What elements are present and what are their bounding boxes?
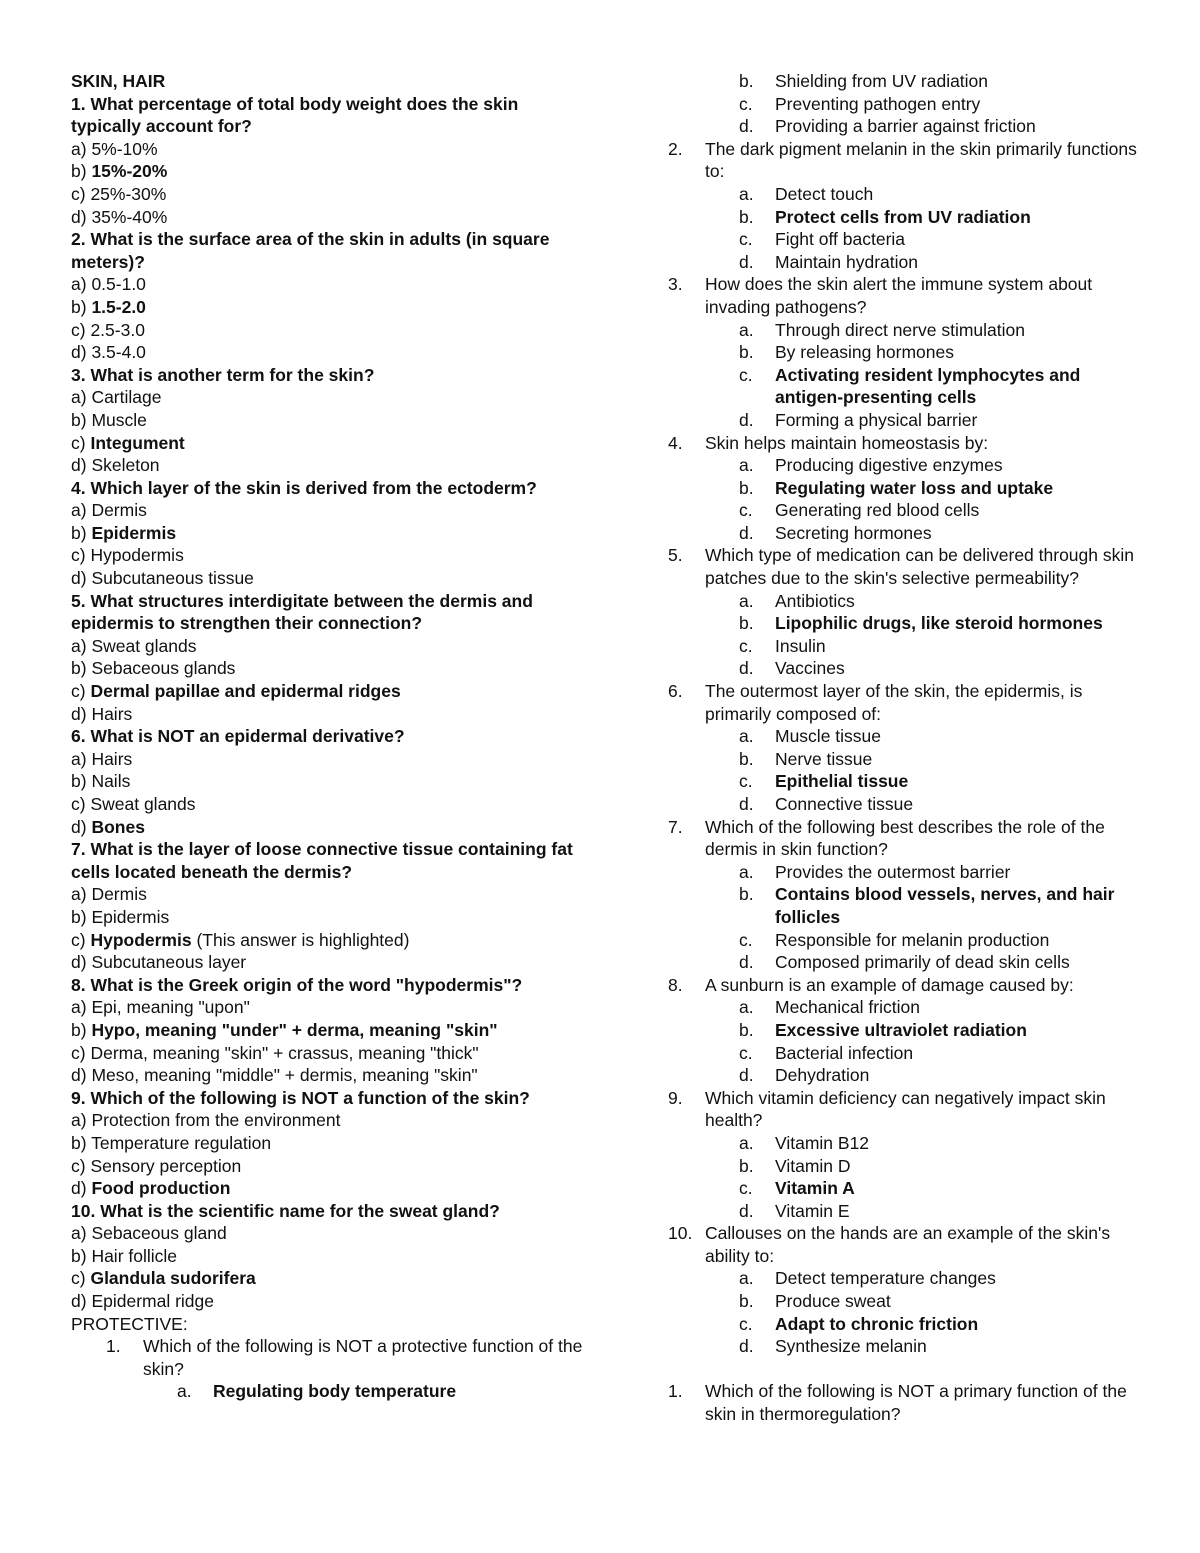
option-text: Muscle xyxy=(91,409,147,430)
option-row xyxy=(71,522,591,545)
option-row xyxy=(71,1132,591,1155)
option-row xyxy=(668,929,1138,952)
option-letter: a. xyxy=(177,1381,192,1402)
protective-option-a xyxy=(71,1380,591,1403)
correct-answer: Vitamin A xyxy=(775,1178,855,1199)
option-letter: c. xyxy=(739,500,753,521)
option-text: Epi, meaning "upon" xyxy=(91,997,250,1018)
correct-answer: Epithelial tissue xyxy=(775,771,909,792)
option-row xyxy=(71,138,591,161)
question-number: 2. xyxy=(668,138,683,159)
option-letter: d. xyxy=(739,658,754,679)
option-row xyxy=(71,273,591,296)
option-row xyxy=(668,612,1138,635)
option-letter: b. xyxy=(739,884,754,905)
option-text: Derma, meaning "skin" + crassus, meaning "thick" xyxy=(90,1042,479,1063)
correct-answer: Contains blood vessels, nerves, and hair follicles xyxy=(775,884,1115,927)
question-text: Callouses on the hands are an example of the skin's ability to: xyxy=(705,1223,1111,1266)
correct-answer: Integument xyxy=(90,432,185,453)
option-prefix: a) xyxy=(71,884,92,905)
correct-answer: 15%-20% xyxy=(91,161,168,182)
option-prefix: d) xyxy=(71,816,92,837)
option-row xyxy=(668,996,1138,1019)
option-prefix: c) xyxy=(71,1268,91,1289)
option-text: Protection from the environment xyxy=(91,1110,341,1131)
option-row xyxy=(668,454,1138,477)
option-row xyxy=(71,748,591,771)
option-row xyxy=(71,906,591,929)
option-row xyxy=(71,341,591,364)
option-prefix: b) xyxy=(71,1019,92,1040)
option-text: Synthesize melanin xyxy=(775,1336,927,1357)
option-prefix: a) xyxy=(71,500,92,521)
option-row xyxy=(71,183,591,206)
option-row xyxy=(71,1177,591,1200)
option-prefix: c) xyxy=(71,319,91,340)
option-prefix: a) xyxy=(71,274,92,295)
option-prefix: b) xyxy=(71,1132,92,1153)
protective-question-3 xyxy=(668,273,1138,318)
option-prefix: c) xyxy=(71,681,91,702)
question-number: 8. xyxy=(668,974,683,995)
question-number: 9. xyxy=(668,1087,683,1108)
option-text: Subcutaneous tissue xyxy=(91,568,254,589)
option-row xyxy=(71,996,591,1019)
option-prefix: c) xyxy=(71,183,91,204)
option-text: Insulin xyxy=(775,635,826,656)
option-letter: d. xyxy=(739,794,754,814)
option-text: Sebaceous gland xyxy=(91,1223,227,1244)
option-letter: c. xyxy=(739,1313,753,1334)
protective-question-7 xyxy=(668,816,1138,861)
protective-question-1 xyxy=(71,1335,591,1380)
option-text: 35%-40% xyxy=(91,206,168,227)
option-text: Composed primarily of dead skin cells xyxy=(775,952,1070,973)
option-row xyxy=(71,680,591,703)
option-text: Temperature regulation xyxy=(91,1132,272,1153)
option-row xyxy=(668,251,1138,274)
option-prefix: d) xyxy=(71,703,92,724)
option-row xyxy=(668,319,1138,342)
option-row xyxy=(668,206,1138,229)
option-row xyxy=(668,1064,1138,1087)
option-text: Preventing pathogen entry xyxy=(775,93,981,114)
option-prefix: b) xyxy=(71,522,92,543)
option-row xyxy=(71,1155,591,1178)
correct-answer: Glandula sudorifera xyxy=(90,1268,256,1289)
option-prefix: c) xyxy=(71,929,91,950)
option-text: Dermis xyxy=(91,500,147,521)
option-letter: a. xyxy=(739,455,754,476)
question-text: Which of the following best describes the role of the dermis in skin function? xyxy=(705,816,1105,860)
option-prefix: a) xyxy=(71,997,92,1018)
correct-answer: Hypo, meaning "under" + derma, meaning "skin" xyxy=(91,1019,498,1040)
option-row xyxy=(668,1042,1138,1065)
option-row xyxy=(71,1245,591,1268)
question-number: 7. xyxy=(668,816,683,837)
correct-answer: Excessive ultraviolet radiation xyxy=(775,1019,1027,1040)
option-row xyxy=(71,793,591,816)
question-number: 1. xyxy=(668,1381,683,1402)
protective-question-2 xyxy=(668,138,1138,183)
option-row xyxy=(668,883,1138,928)
option-text: Regulating body temperature xyxy=(213,1381,457,1402)
question-6: 6. What is NOT an epidermal derivative? xyxy=(71,726,405,747)
option-text: Meso, meaning "middle" + dermis, meaning "skin" xyxy=(91,1065,478,1086)
correct-answer: Epidermis xyxy=(91,522,177,543)
option-text: Subcutaneous layer xyxy=(91,952,247,973)
option-row xyxy=(668,1177,1138,1200)
option-row xyxy=(71,296,591,319)
protective-question-6 xyxy=(668,680,1138,725)
option-row xyxy=(71,883,591,906)
question-2: 2. What is the surface area of the skin in adults (in square meters)? xyxy=(71,229,550,272)
option-letter: a. xyxy=(739,590,754,611)
option-text: 0.5-1.0 xyxy=(91,274,146,295)
option-text: Producing digestive enzymes xyxy=(775,455,1003,476)
question-4: 4. Which layer of the skin is derived from the ectoderm? xyxy=(71,477,537,498)
option-prefix: b) xyxy=(71,161,92,182)
question-text: Which of the following is NOT a primary function of the skin in thermoregulation? xyxy=(705,1381,1127,1425)
option-prefix: d) xyxy=(71,952,92,973)
option-text: Connective tissue xyxy=(775,794,914,814)
option-row xyxy=(71,1064,591,1087)
option-text: Generating red blood cells xyxy=(775,500,980,521)
protective-question-8 xyxy=(668,974,1138,997)
option-letter: b. xyxy=(739,1019,754,1040)
option-text: Bacterial infection xyxy=(775,1042,914,1063)
option-letter: c. xyxy=(739,1178,753,1199)
option-prefix: d) xyxy=(71,568,92,589)
option-text: Antibiotics xyxy=(775,590,855,611)
option-letter: d. xyxy=(739,1065,754,1086)
option-row xyxy=(668,499,1138,522)
option-letter: c. xyxy=(739,771,753,792)
option-row xyxy=(668,1200,1138,1223)
option-prefix: b) xyxy=(71,658,92,679)
option-row xyxy=(71,160,591,183)
option-note: (This answer is highlighted) xyxy=(191,929,410,950)
option-text: Forming a physical barrier xyxy=(775,409,978,430)
option-row xyxy=(71,816,591,839)
option-text: Epidermal ridge xyxy=(91,1291,214,1312)
option-letter: c. xyxy=(739,635,753,656)
option-prefix: c) xyxy=(71,432,91,453)
option-text: Dehydration xyxy=(775,1065,870,1086)
option-row xyxy=(668,770,1138,793)
option-row xyxy=(71,1267,591,1290)
option-letter: a. xyxy=(739,726,754,747)
correct-answer: Lipophilic drugs, like steroid hormones xyxy=(775,613,1103,634)
option-letter: b. xyxy=(739,206,754,227)
protective-question-4 xyxy=(668,432,1138,455)
protective-question-10 xyxy=(668,1222,1138,1267)
option-prefix: a) xyxy=(71,387,92,408)
option-text: Nerve tissue xyxy=(775,748,873,769)
correct-answer: Dermal papillae and epidermal ridges xyxy=(90,681,401,702)
question-5: 5. What structures interdigitate between the dermis and epidermis to strengthen their connection? xyxy=(71,590,533,634)
option-text: Sebaceous glands xyxy=(91,658,236,679)
option-row xyxy=(71,1109,591,1132)
correct-answer: 1.5-2.0 xyxy=(91,296,146,317)
option-row xyxy=(668,1155,1138,1178)
question-text: Which of the following is NOT a protective function of the skin? xyxy=(143,1336,583,1379)
question-text: A sunburn is an example of damage caused by: xyxy=(705,974,1074,995)
option-row xyxy=(668,1019,1138,1042)
option-row xyxy=(71,499,591,522)
option-text: Muscle tissue xyxy=(775,726,882,747)
option-letter: d. xyxy=(739,116,754,137)
question-3: 3. What is another term for the skin? xyxy=(71,364,375,385)
correct-answer: Adapt to chronic friction xyxy=(775,1313,979,1334)
question-1: 1. What percentage of total body weight does the skin typically account for? xyxy=(71,93,519,137)
question-number: 4. xyxy=(668,432,683,453)
option-letter: d. xyxy=(739,1336,754,1357)
option-prefix: d) xyxy=(71,455,92,476)
option-row xyxy=(71,1019,591,1042)
correct-answer: Activating resident lymphocytes and antigen-presenting cells xyxy=(775,364,1081,408)
option-text: 2.5-3.0 xyxy=(90,319,145,340)
option-letter: a. xyxy=(739,1268,754,1289)
question-9: 9. Which of the following is NOT a function of the skin? xyxy=(71,1087,530,1108)
option-row xyxy=(71,386,591,409)
option-prefix: c) xyxy=(71,545,91,566)
question-text: How does the skin alert the immune system about invading pathogens? xyxy=(705,274,1093,317)
option-prefix: d) xyxy=(71,1291,92,1312)
option-row xyxy=(71,319,591,342)
option-text: Dermis xyxy=(91,884,147,905)
option-row xyxy=(71,929,591,952)
option-row xyxy=(668,1290,1138,1313)
question-7: 7. What is the layer of loose connective tissue containing fat cells located beneath the dermis? xyxy=(71,839,573,882)
option-row xyxy=(71,206,591,229)
option-text: Vaccines xyxy=(775,658,845,679)
option-prefix: d) xyxy=(71,1065,92,1086)
option-letter: b. xyxy=(739,748,754,769)
option-letter: b. xyxy=(739,1291,754,1312)
option-text: Hairs xyxy=(91,748,133,769)
option-row xyxy=(668,115,1138,138)
correct-answer: Hypodermis xyxy=(90,929,192,950)
question-8: 8. What is the Greek origin of the word "hypodermis"? xyxy=(71,974,523,995)
question-number: 10. xyxy=(668,1223,693,1244)
correct-answer: Regulating water loss and uptake xyxy=(775,477,1054,498)
question-text: The outermost layer of the skin, the epidermis, is primarily composed of: xyxy=(705,681,1083,724)
question-number: 1. xyxy=(106,1336,121,1357)
option-prefix: a) xyxy=(71,1110,92,1131)
option-row xyxy=(71,657,591,680)
option-row xyxy=(668,1313,1138,1336)
option-text: Provides the outermost barrier xyxy=(775,861,1011,882)
option-prefix: c) xyxy=(71,1042,91,1063)
option-row xyxy=(668,1267,1138,1290)
option-prefix: c) xyxy=(71,794,91,814)
option-letter: c. xyxy=(739,1042,753,1063)
option-row xyxy=(668,70,1138,93)
section-title: SKIN, HAIR xyxy=(71,71,166,91)
option-prefix: a) xyxy=(71,748,92,769)
option-text: Providing a barrier against friction xyxy=(775,116,1036,137)
option-row xyxy=(71,951,591,974)
option-letter: d. xyxy=(739,522,754,543)
correct-answer: Protect cells from UV radiation xyxy=(775,206,1031,227)
protective-question-9 xyxy=(668,1087,1138,1132)
option-row xyxy=(71,703,591,726)
option-text: Sweat glands xyxy=(90,794,196,814)
option-letter: a. xyxy=(739,861,754,882)
option-letter: b. xyxy=(739,1155,754,1176)
option-letter: b. xyxy=(739,342,754,363)
option-row xyxy=(71,1042,591,1065)
option-row xyxy=(668,1335,1138,1358)
option-text: Fight off bacteria xyxy=(775,229,906,250)
question-text: Which type of medication can be delivered through skin patches due to the skin's selective permeability? xyxy=(705,545,1134,589)
question-number: 6. xyxy=(668,681,683,702)
option-prefix: b) xyxy=(71,906,92,927)
option-row xyxy=(668,1132,1138,1155)
option-letter: c. xyxy=(739,229,753,250)
option-text: Vitamin B12 xyxy=(775,1132,870,1153)
right-questions xyxy=(668,138,1138,1358)
spacer xyxy=(668,1358,1138,1381)
option-letter: d. xyxy=(739,251,754,272)
option-prefix: c) xyxy=(71,1155,91,1176)
option-prefix: b) xyxy=(71,1245,92,1266)
option-text: Through direct nerve stimulation xyxy=(775,319,1025,340)
option-row xyxy=(668,364,1138,409)
correct-answer: Food production xyxy=(91,1178,231,1199)
option-text: Produce sweat xyxy=(775,1291,891,1312)
option-row xyxy=(71,544,591,567)
question-text: The dark pigment melanin in the skin primarily functions to: xyxy=(705,138,1137,182)
option-row xyxy=(668,725,1138,748)
option-row xyxy=(71,1222,591,1245)
option-text: Hypodermis xyxy=(90,545,184,566)
option-text: Vitamin D xyxy=(775,1155,851,1176)
option-row xyxy=(668,748,1138,771)
option-text: Nails xyxy=(91,771,131,792)
option-text: 5%-10% xyxy=(91,138,158,159)
option-letter: a. xyxy=(739,183,754,204)
option-letter: b. xyxy=(739,71,754,91)
option-letter: c. xyxy=(739,364,753,385)
option-prefix: b) xyxy=(71,771,92,792)
option-prefix: a) xyxy=(71,138,92,159)
option-text: Responsible for melanin production xyxy=(775,929,1050,950)
left-questions xyxy=(71,93,591,1313)
question-number: 5. xyxy=(668,545,683,566)
option-letter: c. xyxy=(739,93,753,114)
option-row xyxy=(668,341,1138,364)
option-row xyxy=(668,657,1138,680)
question-text: Which vitamin deficiency can negatively impact skin health? xyxy=(705,1087,1106,1131)
continued-options xyxy=(668,70,1138,138)
option-letter: b. xyxy=(739,613,754,634)
thermoregulation-question-1 xyxy=(668,1380,1138,1425)
option-text: 3.5-4.0 xyxy=(91,342,146,363)
question-text: Skin helps maintain homeostasis by: xyxy=(705,432,989,453)
option-prefix: d) xyxy=(71,1178,92,1199)
option-text: Secreting hormones xyxy=(775,522,932,543)
option-prefix: d) xyxy=(71,342,92,363)
option-prefix: a) xyxy=(71,1223,92,1244)
option-text: Sensory perception xyxy=(90,1155,242,1176)
option-row xyxy=(668,793,1138,816)
option-text: Sweat glands xyxy=(91,635,197,656)
option-letter: a. xyxy=(739,319,754,340)
option-row xyxy=(71,432,591,455)
question-number: 3. xyxy=(668,274,683,295)
right-column xyxy=(668,70,1138,1426)
protective-heading: PROTECTIVE: xyxy=(71,1313,188,1334)
option-row xyxy=(668,409,1138,432)
option-letter: b. xyxy=(739,477,754,498)
option-text: Vitamin E xyxy=(775,1200,850,1221)
option-row xyxy=(668,861,1138,884)
option-row xyxy=(71,454,591,477)
protective-question-5 xyxy=(668,544,1138,589)
option-text: Cartilage xyxy=(91,387,162,408)
option-text: Detect temperature changes xyxy=(775,1268,996,1289)
option-row xyxy=(71,770,591,793)
left-column xyxy=(71,70,591,1403)
option-row xyxy=(71,567,591,590)
option-text: Skeleton xyxy=(91,455,160,476)
option-letter: a. xyxy=(739,1132,754,1153)
option-row xyxy=(668,183,1138,206)
option-row xyxy=(668,93,1138,116)
option-letter: a. xyxy=(739,997,754,1018)
option-text: By releasing hormones xyxy=(775,342,954,363)
option-text: Detect touch xyxy=(775,183,874,204)
option-text: Maintain hydration xyxy=(775,251,918,272)
option-row xyxy=(71,1290,591,1313)
option-text: Hairs xyxy=(91,703,133,724)
option-letter: d. xyxy=(739,409,754,430)
option-letter: c. xyxy=(739,929,753,950)
correct-answer: Bones xyxy=(91,816,145,837)
option-prefix: a) xyxy=(71,635,92,656)
option-prefix: b) xyxy=(71,296,92,317)
option-row xyxy=(71,635,591,658)
option-text: Mechanical friction xyxy=(775,997,920,1018)
option-prefix: d) xyxy=(71,206,92,227)
option-row xyxy=(668,522,1138,545)
question-10: 10. What is the scientific name for the sweat gland? xyxy=(71,1200,500,1221)
option-prefix: b) xyxy=(71,409,92,430)
option-text: Epidermis xyxy=(91,906,170,927)
option-row xyxy=(71,409,591,432)
option-row xyxy=(668,477,1138,500)
option-letter: d. xyxy=(739,952,754,973)
option-text: 25%-30% xyxy=(90,183,167,204)
option-row xyxy=(668,228,1138,251)
option-row xyxy=(668,590,1138,613)
option-text: Shielding from UV radiation xyxy=(775,71,989,91)
option-row xyxy=(668,635,1138,658)
option-letter: d. xyxy=(739,1200,754,1221)
option-text: Hair follicle xyxy=(91,1245,178,1266)
option-row xyxy=(668,951,1138,974)
